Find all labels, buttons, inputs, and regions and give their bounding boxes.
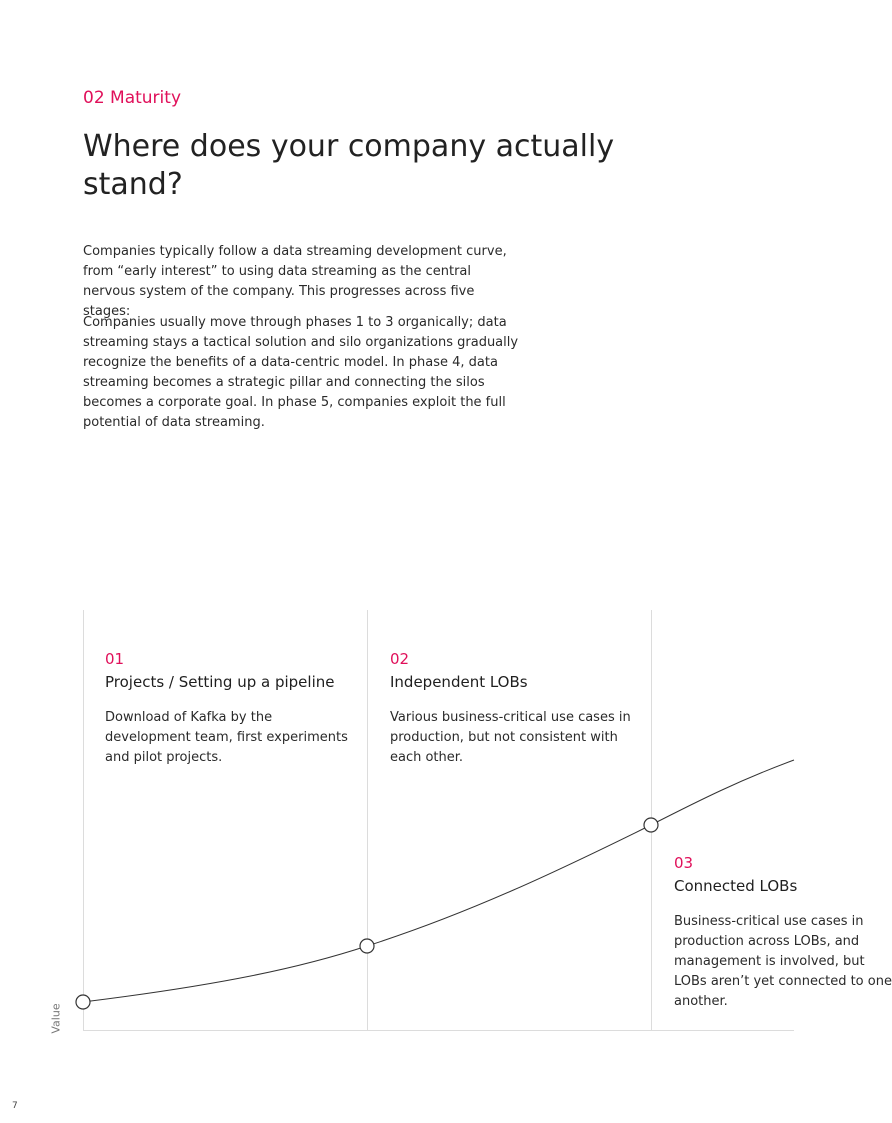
stage-title: Connected LOBs [674, 877, 798, 895]
stage-marker [644, 818, 658, 832]
stage-01 [105, 648, 355, 768]
section-kicker: 02 Maturity [83, 88, 181, 108]
stage-title: Independent LOBs [390, 673, 528, 691]
stage-description-line: Business-critical use cases in [674, 914, 864, 929]
page-headline: Where does your company actually stand? [83, 129, 615, 202]
stage-description: Various business-critical use cases in production, but not consistent with each other. [390, 710, 631, 765]
y-axis-label: Value [49, 1003, 63, 1034]
stage-title: Projects / Setting up a pipeline [105, 673, 335, 691]
stage-description-line: another. [674, 994, 728, 1009]
stage-description: Download of Kafka by the development team, first experiments and pilot projects. [105, 710, 348, 765]
stage-number: 03 [674, 854, 694, 872]
stage-marker [360, 939, 374, 953]
stage-description-line: management is involved, but [674, 954, 865, 969]
stage-description [674, 912, 892, 1012]
stage-number: 01 [105, 650, 125, 668]
phases-paragraph: Companies usually move through phases 1 to 3 organically; data streaming stays a tactical solution and silo organizations gradually recognize the benefits of a data-centric model. In phase 4, data streaming becomes a strategic pillar and connecting the silos becomes a corporate goal. In phase 5, companies exploit the full potential of data streaming. [83, 315, 519, 430]
stage-03 [674, 852, 892, 1012]
stage-description-line: LOBs aren’t yet connected to one [674, 974, 892, 989]
stage-02 [390, 648, 640, 768]
page-number: 7 [12, 1101, 18, 1111]
stage-number: 02 [390, 650, 410, 668]
stage-description-line: production across LOBs, and [674, 934, 860, 949]
stage-marker [76, 995, 90, 1009]
intro-paragraph: Companies typically follow a data streaming development curve, from “early interest” to using data streaming as the central nervous system of the company. This progresses across five stages: [83, 244, 507, 319]
